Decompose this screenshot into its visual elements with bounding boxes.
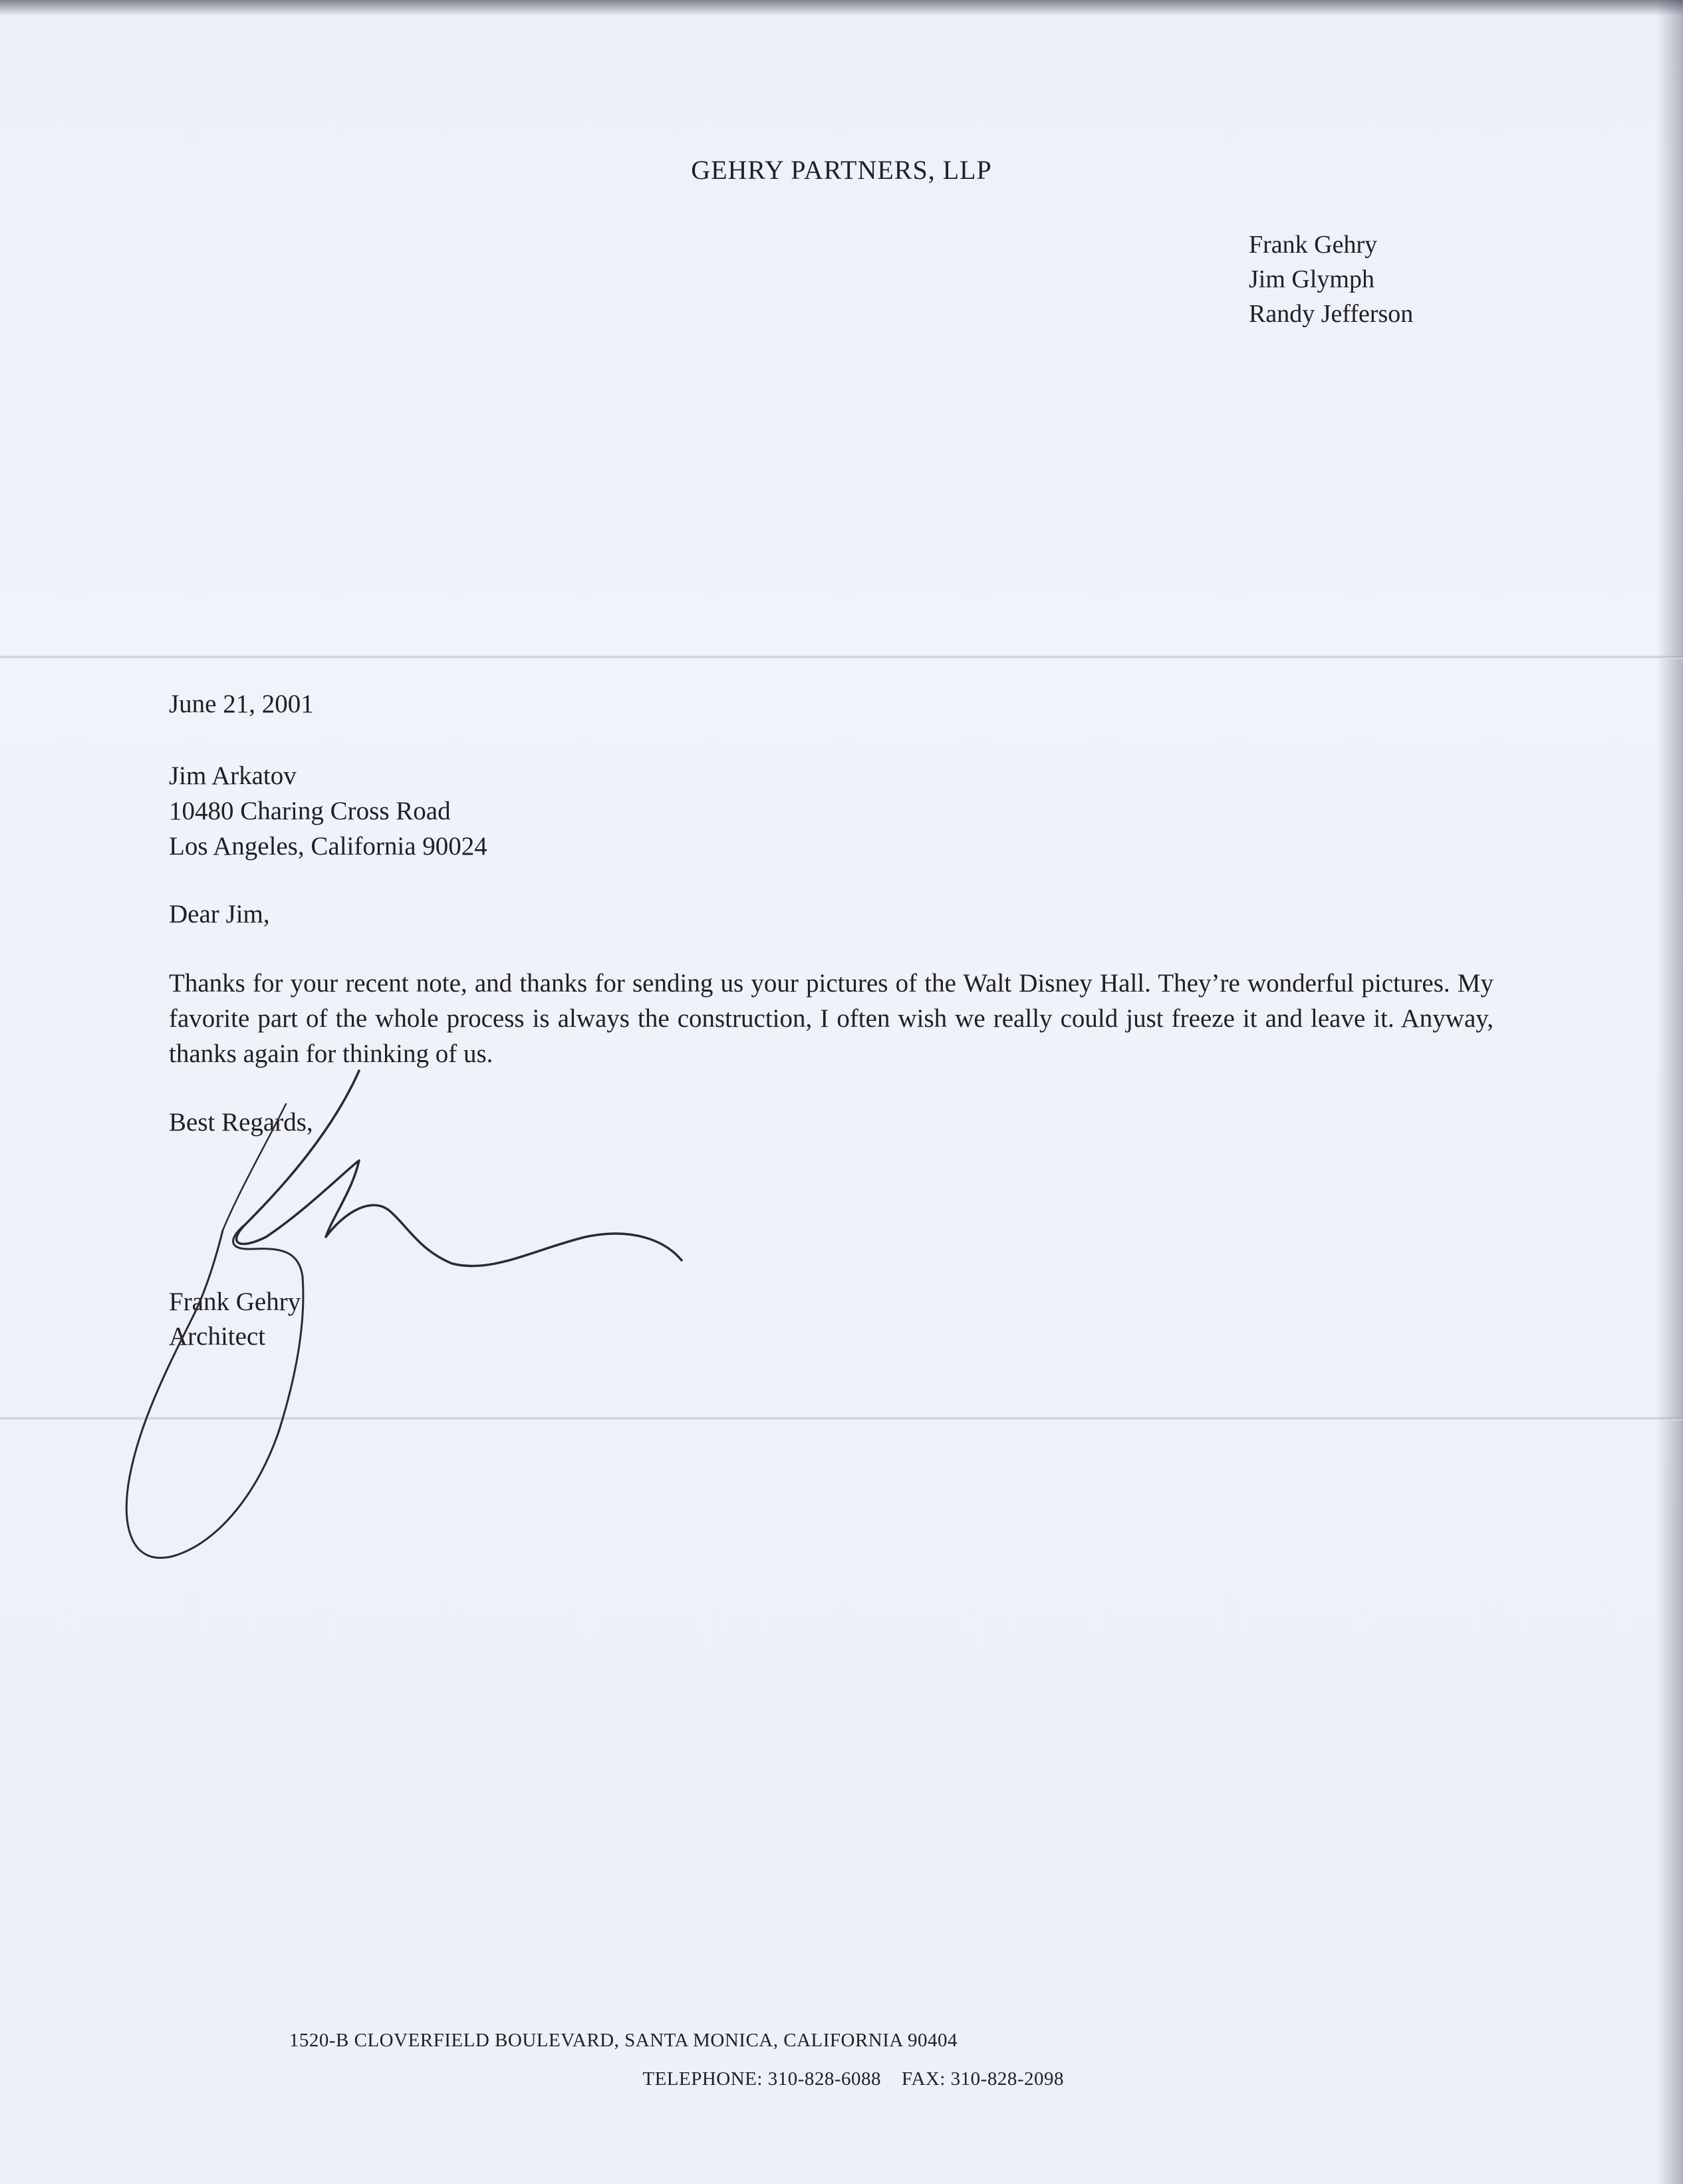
recipient-address <box>169 758 487 864</box>
signer-name: Frank Gehry <box>169 1288 301 1316</box>
firm-name: GEHRY PARTNERS, LLP <box>691 155 992 185</box>
paper-fold-line <box>0 1417 1683 1421</box>
partner-name: Jim Glymph <box>1249 265 1374 293</box>
partner-name: Frank Gehry <box>1249 231 1378 259</box>
recipient-street: 10480 Charing Cross Road <box>169 797 451 825</box>
partner-list <box>1249 227 1413 331</box>
recipient-name: Jim Arkatov <box>169 761 297 790</box>
salutation: Dear Jim, <box>169 900 270 928</box>
closing: Best Regards, <box>169 1108 313 1137</box>
footer-address: 1520-B CLOVERFIELD BOULEVARD, SANTA MONICA, CALIFORNIA 90404 <box>289 2030 958 2051</box>
recipient-city: Los Angeles, California 90024 <box>169 832 487 861</box>
signature-block <box>169 1285 301 1354</box>
letter-date: June 21, 2001 <box>169 690 314 718</box>
page-edge-shadow <box>1656 0 1683 2184</box>
footer-contact: TELEPHONE: 310-828-6088 FAX: 310-828-2098 <box>642 2068 1064 2090</box>
page-top-shadow <box>0 0 1683 16</box>
partner-name: Randy Jefferson <box>1249 300 1414 328</box>
letter-body: Thanks for your recent note, and thanks for sending us your pictures of the Walt Disney Hall. They’re wonderful pictures. My favorite part of the whole process is always the construction, I often wish we really could just freeze it and leave it. Anyway, thanks again for thinking of us. <box>169 969 1493 1068</box>
paper-fold-line <box>0 655 1683 659</box>
signer-title: Architect <box>169 1322 266 1351</box>
